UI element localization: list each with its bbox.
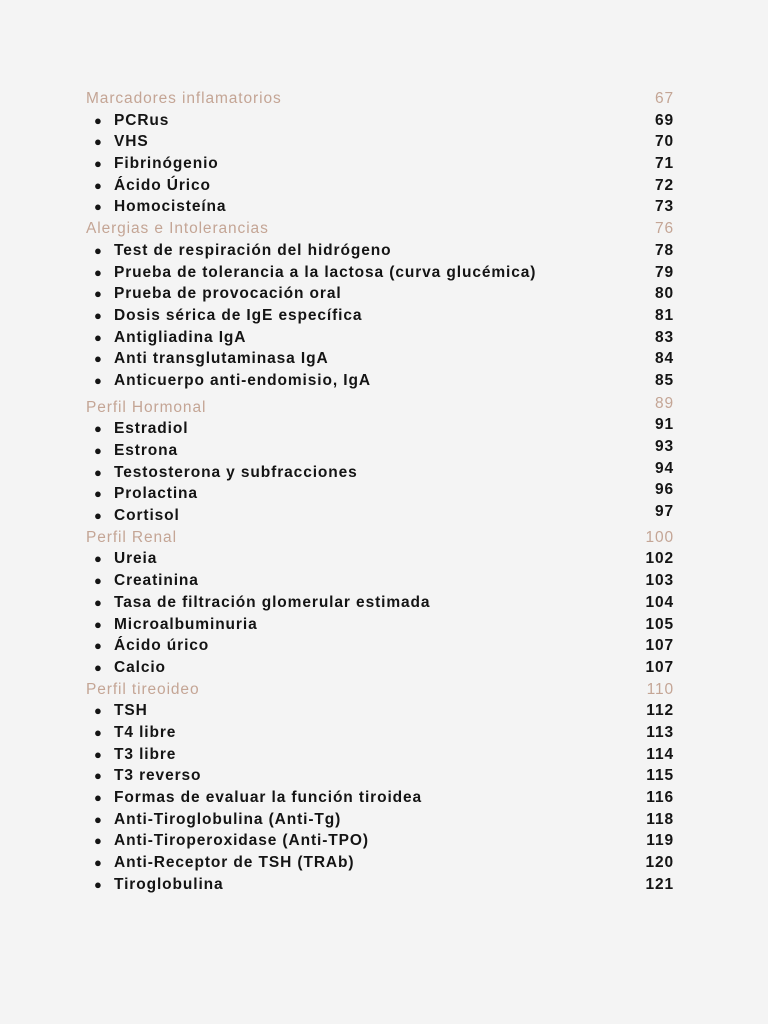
- bullet-icon: ●: [94, 703, 103, 719]
- bullet-icon: ●: [94, 746, 103, 762]
- entry-page-number: 115: [646, 767, 674, 785]
- section-heading[interactable]: [86, 679, 678, 701]
- entry-label: TSH: [114, 702, 148, 720]
- entry-label: Formas de evaluar la función tiroidea: [114, 789, 423, 806]
- bullet-icon: ●: [94, 724, 103, 740]
- entry-label: Tasa de filtración glomerular estimada: [114, 593, 431, 611]
- entry-page-number: 79: [654, 263, 674, 281]
- toc-entry[interactable]: [86, 809, 678, 831]
- entry-label: Estradiol: [114, 420, 189, 438]
- section-page-number: 100: [645, 528, 674, 546]
- bullet-icon: ●: [94, 372, 103, 388]
- entry-label: Anticuerpo anti-endomisio, IgA: [114, 371, 371, 389]
- entry-label: PCRus: [114, 111, 170, 129]
- toc-entry[interactable]: [86, 830, 678, 852]
- bullet-icon: ●: [94, 242, 103, 258]
- entry-label: Prueba de provocación oral: [114, 285, 342, 303]
- entry-label: Cortisol: [114, 507, 180, 525]
- section-title: Alergias e Intolerancias: [86, 220, 269, 238]
- bullet-icon: ●: [94, 876, 103, 892]
- entry-page-number: 78: [654, 241, 674, 259]
- bullet-icon: ●: [94, 659, 103, 675]
- bullet-icon: ●: [94, 199, 103, 215]
- entry-label: Ureia: [114, 550, 158, 568]
- toc-entry[interactable]: [86, 483, 678, 505]
- bullet-icon: ●: [94, 790, 103, 805]
- entry-label: Estrona: [114, 442, 179, 459]
- toc-section-marcadores-inflamatorios: [86, 88, 678, 218]
- toc-section-perfil-tireoideo: [86, 679, 678, 896]
- entry-page-number: 107: [645, 658, 674, 676]
- toc-section-perfil-renal: [86, 527, 678, 679]
- bullet-icon: ●: [94, 156, 103, 172]
- entry-page-number: 96: [654, 481, 674, 499]
- entry-label: Tiroglobulina: [114, 875, 224, 893]
- toc-entry[interactable]: [86, 418, 678, 440]
- toc-entry[interactable]: [86, 635, 678, 657]
- entry-page-number: 104: [645, 593, 674, 611]
- section-heading[interactable]: [86, 394, 678, 419]
- entry-label: Creatinina: [114, 572, 199, 590]
- entry-label: Homocisteína: [114, 198, 227, 216]
- bullet-icon: ●: [94, 594, 103, 610]
- entry-label: T3 libre: [114, 745, 177, 763]
- bullet-icon: ●: [94, 177, 103, 193]
- toc-entry[interactable]: [86, 262, 678, 284]
- section-title: Perfil Renal: [86, 528, 177, 546]
- entry-page-number: 73: [654, 198, 674, 216]
- toc-entry[interactable]: [86, 440, 678, 462]
- entry-page-number: 93: [654, 438, 674, 455]
- entry-page-number: 103: [645, 572, 674, 590]
- entry-page-number: 105: [645, 615, 674, 633]
- entry-label: Testosterona y subfracciones: [114, 463, 358, 481]
- toc-entry[interactable]: [86, 787, 678, 809]
- entry-page-number: 70: [654, 133, 674, 151]
- toc-entry[interactable]: [86, 722, 678, 744]
- section-heading[interactable]: [86, 218, 678, 240]
- section-page-number: 67: [654, 90, 674, 107]
- bullet-icon: ●: [94, 286, 103, 302]
- section-heading[interactable]: [86, 527, 678, 549]
- entry-page-number: 113: [646, 723, 674, 741]
- bullet-icon: ●: [94, 768, 103, 784]
- toc-entry[interactable]: [86, 348, 678, 370]
- entry-label: Antigliadina IgA: [114, 328, 247, 346]
- entry-label: Calcio: [114, 658, 166, 676]
- section-title: Perfil tireoideo: [86, 680, 200, 698]
- entry-label: Prolactina: [114, 485, 198, 503]
- toc-section-alergias-e-intolerancias: [86, 218, 678, 392]
- bullet-icon: ●: [94, 833, 103, 849]
- entry-page-number: 118: [646, 810, 674, 828]
- entry-page-number: 112: [646, 702, 674, 720]
- toc-entry[interactable]: [86, 196, 678, 218]
- section-heading[interactable]: [86, 88, 678, 110]
- entry-page-number: 102: [645, 550, 674, 568]
- entry-label: Fibrinógenio: [114, 155, 219, 173]
- toc-entry[interactable]: [86, 700, 678, 722]
- bullet-icon: ●: [94, 855, 103, 871]
- entry-page-number: 81: [654, 306, 674, 324]
- entry-label: Test de respiración del hidrógeno: [114, 241, 392, 259]
- toc-entry[interactable]: [86, 765, 678, 787]
- entry-label: VHS: [114, 133, 149, 151]
- bullet-icon: ●: [94, 351, 103, 367]
- section-page-number: 110: [646, 680, 674, 698]
- table-of-contents: [86, 88, 678, 895]
- toc-entry[interactable]: [86, 592, 678, 614]
- entry-page-number: 72: [654, 176, 674, 194]
- toc-entry[interactable]: [86, 305, 678, 327]
- bullet-icon: ●: [94, 443, 103, 458]
- bullet-icon: ●: [94, 638, 103, 654]
- toc-entry[interactable]: [86, 459, 678, 484]
- entry-label: Anti transglutaminasa IgA: [114, 350, 329, 368]
- section-title: Marcadores inflamatorios: [86, 90, 282, 107]
- toc-entry[interactable]: [86, 370, 678, 392]
- section-page-number: 76: [654, 220, 674, 238]
- bullet-icon: ●: [94, 508, 103, 524]
- bullet-icon: ●: [94, 811, 103, 827]
- section-page-number: 89: [654, 394, 674, 412]
- bullet-icon: ●: [94, 464, 103, 480]
- toc-entry[interactable]: [86, 283, 678, 305]
- bullet-icon: ●: [94, 264, 103, 280]
- toc-entry[interactable]: [86, 240, 678, 262]
- toc-entry[interactable]: [86, 505, 678, 527]
- bullet-icon: ●: [94, 486, 103, 502]
- entry-page-number: 114: [646, 745, 674, 763]
- entry-label: Anti-Tiroperoxidase (Anti-TPO): [114, 832, 369, 850]
- entry-page-number: 85: [654, 371, 674, 389]
- entry-page-number: 84: [654, 350, 674, 368]
- bullet-icon: ●: [94, 421, 103, 437]
- bullet-icon: ●: [94, 573, 103, 589]
- toc-entry[interactable]: [86, 744, 678, 766]
- bullet-icon: ●: [94, 616, 103, 632]
- toc-section-perfil-hormonal: [86, 394, 678, 527]
- entry-label: Anti-Tiroglobulina (Anti-Tg): [114, 810, 342, 828]
- entry-label: T4 libre: [114, 723, 177, 741]
- toc-entry[interactable]: [86, 570, 678, 592]
- toc-entry[interactable]: [86, 110, 678, 132]
- entry-page-number: 94: [654, 459, 674, 477]
- entry-page-number: 107: [645, 637, 674, 655]
- entry-label: Microalbuminuria: [114, 615, 258, 633]
- toc-entry[interactable]: [86, 657, 678, 679]
- toc-entry[interactable]: [86, 874, 678, 896]
- bullet-icon: ●: [94, 551, 103, 567]
- entry-page-number: 80: [654, 285, 674, 303]
- entry-page-number: 91: [654, 416, 674, 434]
- toc-entry[interactable]: [86, 131, 678, 153]
- toc-entry[interactable]: [86, 153, 678, 175]
- entry-page-number: 116: [646, 789, 674, 806]
- entry-page-number: 71: [654, 155, 674, 173]
- entry-page-number: 83: [654, 328, 674, 346]
- entry-label: Dosis sérica de IgE específica: [114, 306, 363, 324]
- toc-entry[interactable]: [86, 548, 678, 570]
- entry-page-number: 119: [646, 832, 674, 850]
- entry-page-number: 97: [654, 503, 674, 521]
- toc-entry[interactable]: [86, 327, 678, 349]
- bullet-icon: ●: [94, 329, 103, 345]
- entry-page-number: 121: [645, 875, 674, 893]
- entry-page-number: 120: [645, 854, 674, 872]
- section-title: Perfil Hormonal: [86, 398, 207, 416]
- toc-entry[interactable]: [86, 614, 678, 636]
- entry-label: Ácido úrico: [114, 637, 210, 655]
- entry-label: T3 reverso: [114, 767, 202, 785]
- bullet-icon: ●: [94, 134, 103, 150]
- toc-entry[interactable]: [86, 852, 678, 874]
- bullet-icon: ●: [94, 112, 103, 128]
- entry-label: Ácido Úrico: [114, 176, 211, 194]
- bullet-icon: ●: [94, 307, 103, 323]
- entry-page-number: 69: [654, 111, 674, 129]
- toc-entry[interactable]: [86, 175, 678, 197]
- entry-label: Prueba de tolerancia a la lactosa (curva glucémica): [114, 263, 537, 281]
- entry-label: Anti-Receptor de TSH (TRAb): [114, 854, 355, 872]
